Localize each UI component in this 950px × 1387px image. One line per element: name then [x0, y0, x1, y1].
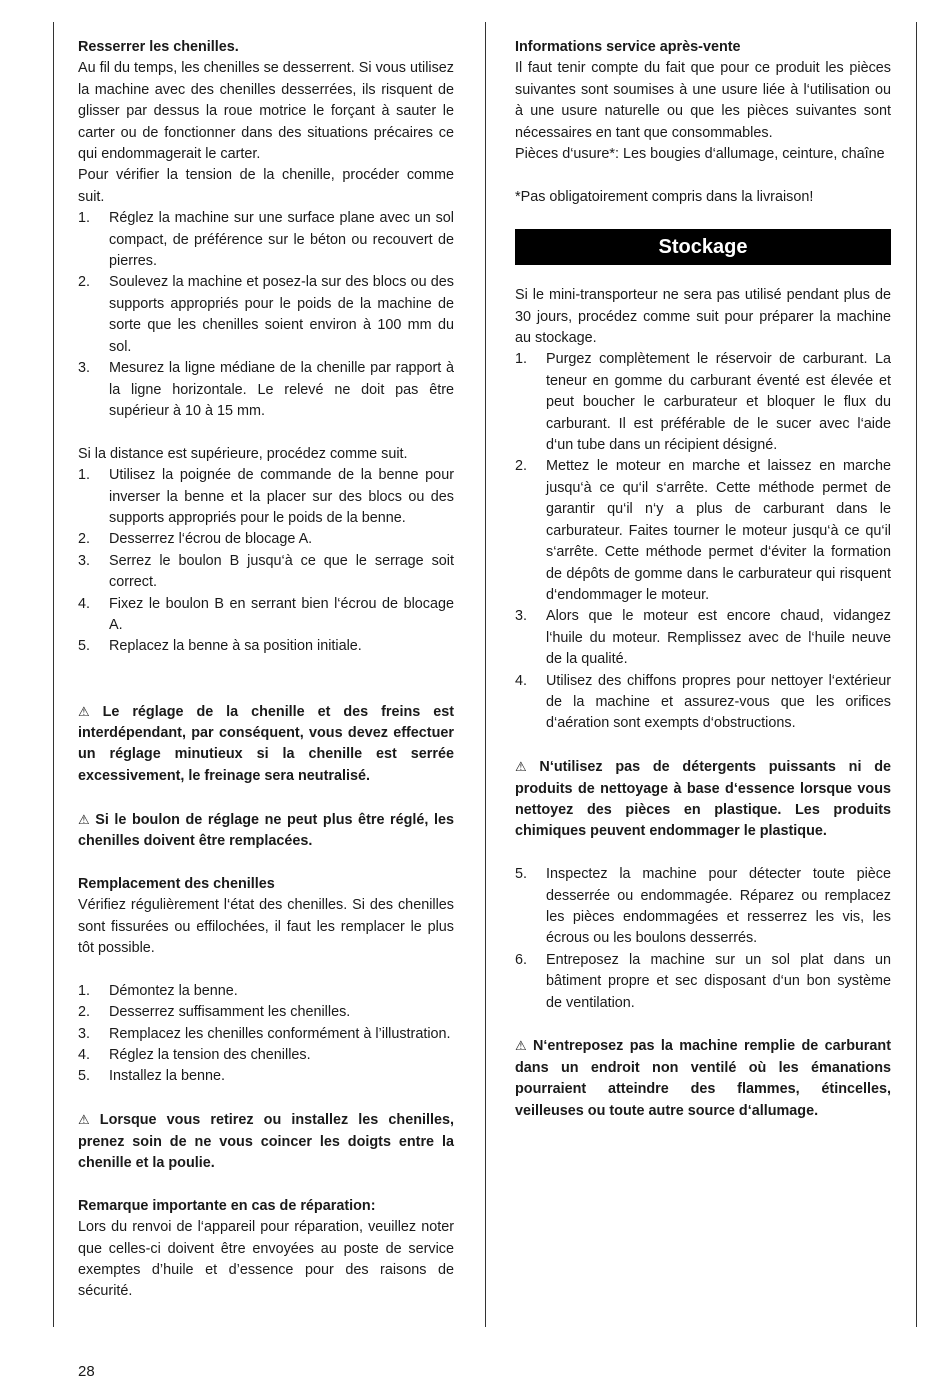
replace-steps-list — [78, 981, 454, 1088]
storage-intro: Si le mini-transporteur ne sera pas utilisé pendant plus de 30 jours, procédez comme suit pour préparer la machine au stockage. — [515, 287, 891, 347]
list-item: 6. Entreposez la machine sur un sol plat dans un bâtiment propre et sec disposant d‘un bon système de ventilation. — [515, 951, 891, 1011]
replace-heading: Remplacement des chenilles — [78, 875, 275, 892]
wear-parts-text: Pièces d‘usure*: Les bougies d‘allumage, ceinture, chaîne — [515, 146, 885, 163]
list-item: 5. Inspectez la machine pour détecter toute pièce desserrée ou endommagée. Réparez ou remplacez les pièces endommagées et resserrez les vis, les écrous ou les boulons desserrés. — [515, 866, 891, 947]
list-item: 5. Replacez la benne à sa position initiale. — [78, 638, 362, 655]
warning-note: ⚠ N‘entreposez pas la machine remplie de carburant dans un endroit non ventilé où les émanations pourraient atteindre des flammes, étincelles, veilleuses ou toute autre source d‘allumage. — [515, 1038, 891, 1119]
warning-triangle-icon: ⚠ — [515, 1038, 530, 1054]
repair-heading: Remarque importante en cas de réparation: — [78, 1197, 376, 1214]
distance-intro: Si la distance est supérieure, procédez comme suit. — [78, 445, 408, 462]
check-steps-list — [78, 208, 454, 422]
list-item: 1. Utilisez la poignée de commande de la benne pour inverser la benne et la placer sur des blocs ou des supports appropriés pour le poids de la benne. — [78, 467, 454, 526]
list-item: 1. Réglez la machine sur une surface plane avec un sol compact, de préférence sur le béton ou recouvert de pierres. — [78, 210, 454, 270]
adjust-steps-list — [78, 465, 454, 658]
right-margin-rule — [916, 22, 917, 1327]
list-item: 4. Utilisez des chiffons propres pour nettoyer l‘extérieur de la machine et assurez-vous que les orifices d‘aération sont exempts d‘obstructions. — [515, 672, 891, 732]
list-item: 3. Remplacez les chenilles conformément à l’illustration. — [78, 1025, 451, 1042]
list-item: 3. Alors que le moteur est encore chaud, vidangez l‘huile du moteur. Remplissez avec de l‘huile neuve de la qualité. — [515, 608, 891, 668]
storage-steps-list — [515, 349, 891, 734]
warning-note: ⚠ Le réglage de la chenille et des freins est interdépendant, par conséquent, vous devez effectuer un réglage minutieux si la chenille est serrée excessivement, le freinage sera neutralisé. — [78, 703, 454, 784]
list-item: 5. Installez la benne. — [78, 1068, 226, 1085]
tension-heading: Resserrer les chenilles. — [78, 39, 239, 55]
tension-check-intro: Pour vérifier la tension de la chenille, procéder comme suit. — [78, 167, 454, 205]
list-item: 1. Purgez complètement le réservoir de carburant. La teneur en gomme du carburant éventé est élevée et peut boucher le carburateur et bloquer le flux du carburant. Il est préférable de le sucer avec l‘aide d‘un tube dans un récipient désigné. — [515, 351, 891, 454]
list-item: 4. Réglez la tension des chenilles. — [78, 1047, 311, 1064]
list-item: 4. Fixez le boulon B en serrant bien l‘écrou de blocage A. — [78, 595, 454, 633]
tension-paragraph: Au fil du temps, les chenilles se desserrent. Si vous utilisez la machine avec des chenilles desserrées, ils risquent de glisser par dessus la roue motrice le forçant à sauter le carter ou de fonctionner dans des situations précaires ce qui endommagerait le carter. — [78, 60, 454, 163]
left-column — [78, 37, 454, 1303]
footnote: *Pas obligatoirement compris dans la livraison! — [515, 188, 814, 205]
page-number: 28 — [78, 1363, 95, 1380]
left-margin-rule — [53, 22, 54, 1327]
warning-triangle-icon: ⚠ — [78, 1112, 96, 1128]
warning-note: ⚠ Lorsque vous retirez ou installez les chenilles, prenez soin de ne vous coincer les doigts entre la chenille et la poulie. — [78, 1112, 454, 1172]
warning-note: ⚠ N‘utilisez pas de détergents puissants ni de produits de nettoyage à base d‘essence lorsque vous nettoyez des pièces en plastique. Les produits chimiques peuvent endommager le plastique. — [515, 759, 892, 840]
warning-triangle-icon: ⚠ — [78, 703, 99, 719]
service-paragraph: Il faut tenir compte du fait que pour ce produit les pièces suivantes sont soumises à une usure liée à l‘utilisation ou à une usure naturelle ou que les pièces suivantes sont nécessaires en tant que consommables. — [515, 60, 891, 141]
section-heading-stockage: Stockage — [515, 229, 891, 265]
service-heading: Informations service après-vente — [515, 39, 741, 55]
list-item: 3. Serrez le boulon B jusqu‘à ce que le serrage soit correct. — [78, 552, 454, 591]
warning-triangle-icon: ⚠ — [78, 811, 92, 827]
warning-triangle-icon: ⚠ — [515, 759, 536, 775]
replace-paragraph: Vérifiez régulièrement l‘état des chenilles. Si des chenilles sont fissurées ou effilochées, il faut les remplacer le plus tôt possible. — [78, 897, 454, 956]
list-item: 2. Mettez le moteur en marche et laissez en marche jusqu‘à ce qu‘il s‘arrête. Cette méthode permet de garantir qu‘il n‘y a plus de carburant dans le carburateur. Faites tourner le moteur jusqu‘à ce qu‘il s‘arrête. Cette méthode permet d‘éviter la formation de dépôts de gomme dans le carburateur qui risquent d‘endommager le moteur. — [515, 458, 891, 603]
warning-note: ⚠ Si le boulon de réglage ne peut plus être réglé, les chenilles doivent être remplacées. — [78, 811, 454, 849]
storage-steps-list-continued — [515, 864, 891, 1014]
column-divider-rule — [485, 22, 486, 1327]
list-item: 1. Démontez la benne. — [78, 982, 238, 999]
list-item: 3. Mesurez la ligne médiane de la chenille par rapport à la ligne horizontale. Le relevé ne doit pas être supérieur à 10 à 15 mm. — [78, 360, 454, 419]
list-item: 2. Soulevez la machine et posez-la sur des blocs ou des supports appropriés pour le poids de la machine de sorte que les chenilles soient environ à 100 mm du sol. — [78, 274, 454, 355]
list-item: 2. Desserrez suffisamment les chenilles. — [78, 1004, 351, 1021]
right-column — [515, 37, 891, 1122]
list-item: 2. Desserrez l‘écrou de blocage A. — [78, 531, 313, 548]
repair-paragraph: Lors du renvoi de l‘appareil pour réparation, veuillez noter que celles-ci doivent être envoyées au poste de service exemptes d’huile et d’essence pour des raisons de sécurité. — [78, 1219, 454, 1300]
